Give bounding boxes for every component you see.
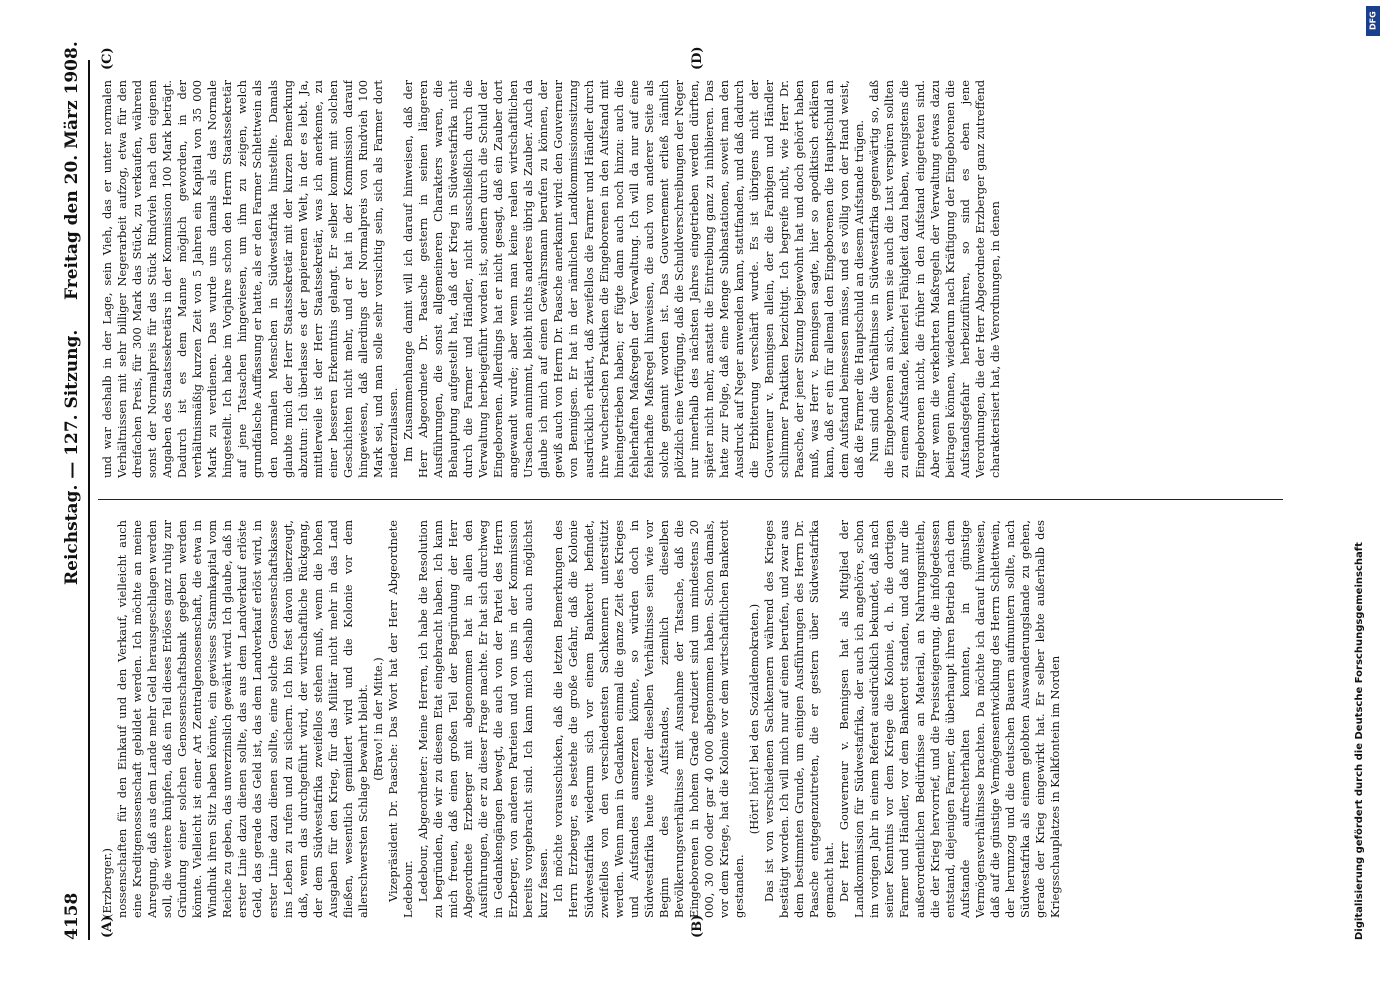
paragraph: (Erzberger.)	[100, 848, 114, 918]
digitisation-note-text: Digitalisierung gefördert durch die Deutsche Forschungsgemeinschaft	[1354, 542, 1365, 940]
paragraph: (Bravo! in der Mitte.)	[370, 657, 385, 781]
paragraph: Ich möchte vorausschicken, daß die letzten Bemerkungen des Herrn Erzberger, es bestehe die große Gefahr, daß die Kolonie Südwestafrika wiederum sich vor einem Bankerott befindet, zweifellos von den verschiedensten Sachkennern unterstützt werden. Wenn man in Gedanken einmal die ganze Zeit des Krieges und Aufstandes ausmerzen könnte, so würden doch in Südwestafrika heute wieder dieselben Verhältnisse sein wie vor Beginn des Aufstandes, ziemlich dieselben Bevölkerungsverhältnisse mit Ausnahme der Tatsache, daß die Eingeborenen in hohem Grade reduziert sind um mindestens 20 000, 30 000 oder gar 40 000 abgenommen haben. Schon damals, vor dem Kriege, hat die Kolonie vor dem wirtschaftlichen Bankerott gestanden.	[551, 520, 746, 918]
left-text-column	[100, 520, 1280, 918]
paragraph: (Hört! hört! bei den Sozialdemokraten.)	[747, 603, 762, 835]
digitisation-note	[1350, 0, 1370, 1000]
paragraph: Der Herr Gouverneur v. Bennigsen hat als Mitglied der Landkommission für Südwestafrika, der auch ich angehöre, schon im vorigen Jahr in einem Referat ausdrücklich bekundet, daß nach seiner Kenntnis vor dem Kriege die Kolonie, d. h. die dortigen Farmer und Händler, vor dem Bankerott standen, und daß nur die außerordentlichen Bedürfnisse an Material, an Nahrungsmitteln, die der Krieg hervorrief, und die Preissteigerung, die infolgedessen entstand, diejenigen Farmer, die überhaupt ihren Betrieb nach dem Aufstande aufrechterhalten konnten, in günstige Vermögensverhältnisse brachten. Da möchte ich darauf hinweisen, daß auf die günstige Vermögensentwicklung des Herrn Schlettwein, der herumzog und die deutschen Bauern aufmuntern sollte, nach Südwestafrika als einem gelobten Auswanderungslande zu gehen, gerade der Krieg eingewirkt hat. Er selber lebte außerhalb des Kriegsschauplatzes in Kalkfontein im Norden	[837, 520, 1062, 918]
right-text-column	[100, 80, 1280, 478]
paragraph: nossenschaften für den Einkauf und den Verkauf, vielleicht auch eine Kreditgenossenschaft gebildet werden. Ich möchte an meine Anregung, daß aus dem Lande mehr Geld herausgeschlagen werden soll, die weitere knüpfen, daß ein Teil dieses Erlöses ganz ruhig zur Gründung einer solchen Genossenschaftsbank gegeben werden könnte. Vielleicht ist einer Art Zentralgenossenschaft, die etwa in Windhuk ihren Sitz haben könnte, ein gewisses Stammkapital vom Reiche zu geben, das unverzinslich gewährt wird. Ich glaube, daß in erster Linie dazu dienen sollte, das aus dem Landverkauf erlöste Geld, das gerade das Geld ist, das dem Landverkauf erlöst wird, in erster Linie dazu dienen sollte, eine solche Genossenschaftskasse ins Leben zu rufen und zu sichern. Ich bin fest davon überzeugt, daß, wenn das durchgeführt wird, der wirtschaftliche Rückgang, der dem Südwestafrika zweifellos stehen muß, wenn die hohen Ausgaben für den Krieg, für das Militär nicht mehr in das Land fließen, wesentlich gemildert wird und die Kolonie vor dem allerschwersten Schlage bewahrt bleibt.	[115, 520, 370, 918]
paragraph: Vizepräsident Dr. Paasche: Das Wort hat der Herr Abgeordnete Ledebour.	[385, 520, 415, 918]
paragraph: Nun sind die Verhältnisse in Südwestafrika gegenwärtig so, daß die Eingeborenen an sich, wenn sie auch die Lust verspüren sollten zu einem Aufstande, keinerlei Fähigkeit dazu haben, wenigstens die Eingeborenen nicht, die früher in den Aufstand eingetreten sind. Aber wenn die verkehrten Maßregeln der Verwaltung etwas dazu beitragen können, wiederum nach Kräftigung der Eingeborenen die Aufstandsgefahr herbeizuführen, so sind es eben jene Verordnungen, die der Herr Abgeordnete Erzberger ganz zutreffend charakterisiert hat, die Verordnungen, in denen	[867, 80, 1002, 478]
dfg-logo: DFG	[1366, 6, 1380, 36]
margin-marker-b: (B)	[690, 914, 705, 938]
page-number: 4158	[62, 892, 82, 940]
page-header	[58, 41, 90, 940]
paragraph: Das ist von verschiedenen Sachkennern während des Krieges bestätigt worden. Ich will mich nur auf einen berufen, und zwar aus dem bestimmten Grunde, um einigen Ausführungen des Herrn Dr. Paasche entgegenzutreten, die er gestern über Südwestafrika gemacht hat.	[762, 520, 837, 918]
margin-marker-c: (C)	[100, 47, 115, 70]
paragraph: Im Zusammenhange damit will ich darauf hinweisen, daß der Herr Abgeordnete Dr. Paasche gestern in seinen längeren Ausführungen, die sonst allgemeineren Charakters waren, die Behauptung aufgestellt hat, daß der Krieg in Südwestafrika nicht durch die Farmer und Händler, nicht ausschließlich durch die Verwaltung herbeigeführt worden ist, sondern durch die Schuld der Eingeborenen. Allerdings hat er nicht gesagt, daß ein Zauber dort angewandt wurde; aber wenn man keine realen wirtschaftlichen Ursachen annimmt, bleibt nichts anderes übrig als Zauber. Auch da glaube ich mich auf einen Gewährsmann berufen zu können, der gewiß auch von Herrn Dr. Paasche anerkannt wird: den Gouverneur von Bennigsen. Er hat in der nämlichen Landkommissionssitzung ausdrücklich erklärt, daß zweifellos die Farmer und Händler durch ihre wucherischen Praktiken die Eingeborenen in den Aufstand mit hineingetrieben haben; er fügte dann auch noch hinzu: auch die fehlerhaften Maßregeln der Verwaltung. Ich will da nur auf eine fehlerhafte Maßregel hinweisen, die auch von anderer Seite als solche genannt worden ist. Das Gouvernement erließ nämlich plötzlich eine Verfügung, daß die Schuldverschreibungen der Neger nur innerhalb des nächsten Jahres eingetrieben werden dürften, später nicht mehr, anstatt die Eintreibung ganz zu inhibieren. Das hatte zur Folge, daß eine Menge Subhastationen, soweit man den Ausdruck auf Neger anwenden kann, stattfanden, und daß dadurch die Erbitterung verschärft wurde. Es ist übrigens nicht der Gouverneur v. Bennigsen allein, der die Farbigen und Händler schlimmer Praktiken bezichtigt. Ich begreife nicht, wie Herr Dr. Paasche, der jener Sitzung beigewohnt hat und doch gehört haben muß, was Herr v. Bennigsen sagte, hier so apodiktisch erklären kann, daß er ein für allemal den Eingeborenen die Hauptschuld an dem Aufstand beimessen müsse, und es völlig von der Hand weist, daß die Farmer die Hauptschuld an diesem Aufstande trügen.	[400, 80, 867, 478]
margin-marker-d: (D)	[690, 46, 705, 70]
session-title: Reichstag. — 127. Sitzung.	[62, 329, 82, 585]
session-date: Freitag den 20. März 1908.	[62, 41, 82, 300]
column-divider	[98, 499, 1283, 500]
paragraph: und war deshalb in der Lage, sein Vieh, das er unter normalen Verhältnissen mit sehr billiger Negerarbeit aufzog, etwa für den dreifachen Preis, für 300 Mark das Stück, zu verkaufen, während sonst der Normalpreis für das Stück Rindvieh nach den eigenen Angaben des Staatssekretärs in der Kommission 100 Mark beträgt. Dadurch ist es dem Manne möglich geworden, in der verhältnismäßig kurzen Zeit von 5 Jahren ein Kapital von 35 000 Mark zu verdienen. Das wurde uns damals als das Normale hingestellt. Ich habe im Vorjahre schon den Herrn Staatssekretär auf jene Tatsachen hingewiesen, um ihm zu zeigen, welch grundfalsche Auffassung er hatte, als er den Farmer Schlettwein als den normalen Menschen in Südwestafrika hinstellte. Damals glaubte mich der Herr Staatssekretär mit der kurzen Bemerkung abzutun: Ich überlasse es der papierenen Welt, in der es lebt. Ja, mittlerweile ist der Herr Staatssekretär, was ich anerkenne, zu einer besseren Erkenntnis gelangt. Er selber kommt mit solchen Geschichten nicht mehr, und er hat in der Kommission darauf hingewiesen, daß allerdings der Normalpreis von Rindvieh 100 Mark sei, und man solle sehr vorsichtig sein, sich als Farmer dort niederzulassen.	[100, 80, 400, 478]
margin-marker-a: (A)	[100, 915, 115, 938]
paragraph: Ledebour, Abgeordneter: Meine Herren, ich habe die Resolution zu begründen, die wir zu diesem Etat eingebracht haben. Ich kann mich freuen, daß einen großen Teil der Begründung der Herr Abgeordnete Erzberger mit abgenommen hat in allen den Ausführungen, die er zu dieser Frage machte. Er hat sich durchweg in Gedankengängen bewegt, die auch von der Partei des Herrn Erzberger, von anderen Parteien und von uns in der Kommission bereits vorgebracht sind. Ich kann mich deshalb auch möglichst kurz fassen.	[415, 520, 551, 918]
